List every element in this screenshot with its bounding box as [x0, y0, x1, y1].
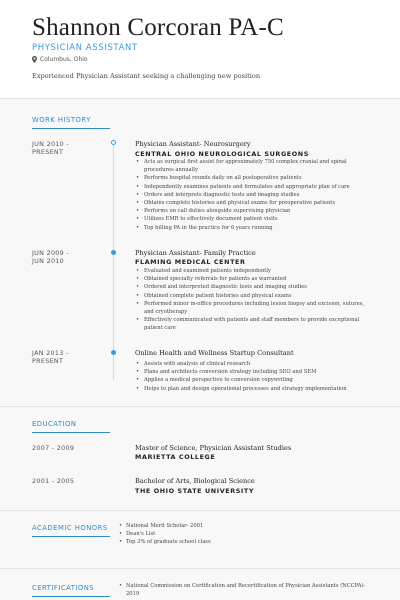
section-academic-honors: ACADEMIC HONORS [32, 524, 108, 532]
job-bullets [135, 158, 375, 232]
section-divider [0, 568, 400, 569]
summary: Experienced Physician Assistant seeking a challenging new position [32, 72, 261, 80]
list-item: • Performs hospital rounds daily on all postoperative patients [135, 174, 375, 182]
list-item: • Helps to plan and design operational processes and strategy implementation [135, 385, 375, 393]
list-item: • Independently examines patients and formulates and appropriate plan of care [135, 183, 375, 191]
list-item: • Performs on call duties alongside supervising physician [135, 207, 375, 215]
job-title: Online Health and Wellness Startup Consultant [135, 349, 294, 357]
list-item: • Ordered and interpreted diagnostic tests and imaging studies [135, 283, 375, 291]
list-item: • Assists with analysis of clinical research [135, 360, 375, 368]
list-item: • Top 3% of graduate school class [118, 538, 380, 546]
timeline-line [113, 140, 114, 380]
section-underline [32, 432, 110, 433]
list-item: • Obtained specialty referrals for patients as warranted [135, 275, 375, 283]
location-text: Columbus, Ohio [40, 56, 88, 63]
section-divider [0, 406, 400, 407]
job-title: Physician Assistant- Family Practice [135, 249, 256, 257]
edu-degree: Bachelor of Arts, Biological Science [135, 477, 255, 485]
list-item: • Top billing PA in the practice for 6 years running [135, 224, 375, 232]
list-item: • Utilizes EMR to effectively document patient visits [135, 215, 375, 223]
section-underline [32, 536, 110, 537]
job-date-text: JUN 2010 - PRESENT [32, 140, 69, 156]
timeline-dot [111, 250, 116, 255]
list-item: • Plans and architects conversion strategy including SEO and SEM [135, 368, 375, 376]
job-date [32, 349, 102, 365]
job-date [32, 140, 102, 156]
list-item: • Dean's List [118, 530, 380, 538]
edu-date: 2001 - 2005 [32, 477, 75, 485]
job-title: Physician Assistant- Neurosurgery [135, 140, 251, 148]
section-education: EDUCATION [32, 420, 77, 428]
job-bullets [135, 267, 375, 333]
list-item: • National Merit Scholar- 2001 [118, 522, 380, 530]
map-pin-icon [32, 56, 37, 63]
timeline-dot [111, 350, 116, 355]
edu-school: THE OHIO STATE UNIVERSITY [135, 487, 255, 495]
list-item: • National Commission on Certification and Recertification of Physician Assistants (NCCPA)- 2019 [118, 582, 380, 598]
job-date-text: JUN 2009 - JUN 2010 [32, 249, 69, 265]
candidate-name: Shannon Corcoran PA-C [32, 14, 284, 41]
list-item: • Effectively communicated with patients and staff members to provide exceptional patient care [135, 316, 375, 332]
job-date-text: JAN 2013 - PRESENT [32, 349, 69, 365]
list-item: • Acts as surgical first assist for approximately 750 complex cranial and spinal procedures annually [135, 158, 375, 174]
job-date [32, 249, 102, 265]
list-item: • Orders and interprets diagnostic tests and imaging studies [135, 191, 375, 199]
certifications-list [118, 582, 380, 598]
job-company: FLAMING MEDICAL CENTER [135, 258, 246, 266]
edu-degree: Master of Science, Physician Assistant Studies [135, 444, 292, 452]
edu-date: 2007 - 2009 [32, 444, 75, 452]
list-item: • Evaluated and examined patients independently [135, 267, 375, 275]
section-certifications: CERTIFICATIONS [32, 584, 95, 592]
job-bullets [135, 360, 375, 393]
section-underline [32, 596, 110, 597]
candidate-title: PHYSICIAN ASSISTANT [32, 43, 138, 53]
honors-list [118, 522, 380, 547]
location [32, 56, 88, 63]
resume-header [0, 0, 400, 98]
section-divider [0, 510, 400, 511]
section-underline [32, 128, 110, 129]
edu-school: MARIETTA COLLEGE [135, 453, 216, 461]
job-company: CENTRAL OHIO NEUROLOGICAL SURGEONS [135, 150, 309, 158]
list-item: • Applies a medical perspective to conversion copywriting [135, 376, 375, 384]
list-item: • Performed minor in-office procedures including lesion biopsy and excision, sutures, and cryotherapy [135, 300, 375, 316]
section-work-history: WORK HISTORY [32, 116, 91, 124]
list-item: • Obtained complete patient histories and physical exams [135, 292, 375, 300]
list-item: • Obtains complete histories and physical exams for preoperative patients [135, 199, 375, 207]
timeline-dot [111, 140, 116, 145]
